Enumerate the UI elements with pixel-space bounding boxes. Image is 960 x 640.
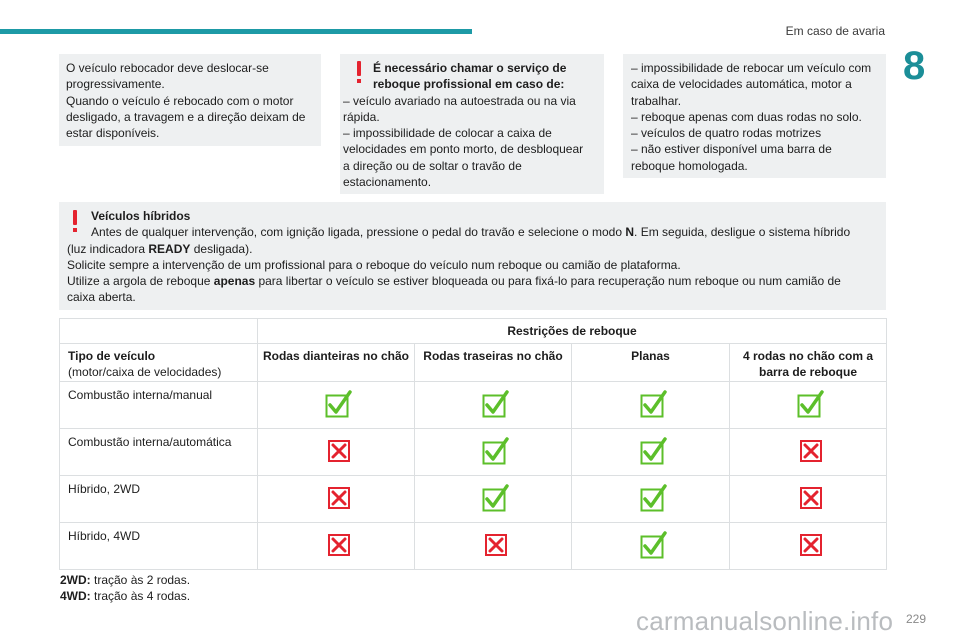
- text-line: desligado, a travagem e a direção deixam de: [66, 109, 306, 124]
- checkmark-icon: [640, 437, 668, 465]
- status-cell: [415, 429, 572, 476]
- column-header: Planas: [572, 344, 730, 382]
- text-line: – impossibilidade de rebocar um veículo com: [631, 61, 872, 75]
- status-cell: [572, 476, 730, 523]
- status-cell: [258, 429, 415, 476]
- status-cell: [415, 523, 572, 570]
- row-label: Combustão interna/automática: [60, 429, 258, 476]
- cross-icon: [797, 484, 825, 512]
- legend-line: 2WD: tração às 2 rodas.: [60, 573, 191, 587]
- checkmark-icon: [482, 437, 510, 465]
- column-header: Rodas dianteiras no chão: [258, 344, 415, 382]
- status-cell: [730, 476, 887, 523]
- checkmark-icon: [640, 484, 668, 512]
- cross-icon: [325, 437, 353, 465]
- cross-icon: [325, 484, 353, 512]
- header-accent-bar: [0, 29, 472, 34]
- checkmark-icon: [482, 484, 510, 512]
- column-header: 4 rodas no chão com a barra de reboque: [730, 344, 887, 382]
- checkmark-icon: [640, 531, 668, 559]
- table-row: [60, 476, 887, 523]
- status-cell: [572, 523, 730, 570]
- status-cell: [572, 382, 730, 429]
- status-cell: [258, 476, 415, 523]
- status-cell: [730, 382, 887, 429]
- text-line: caixa de velocidades automática, motor a: [631, 77, 852, 92]
- warning-title: Veículos híbridos: [91, 209, 191, 223]
- text-line: estar disponíveis.: [66, 126, 160, 141]
- text-line: caixa aberta.: [67, 290, 136, 305]
- status-cell: [730, 523, 887, 570]
- checkmark-icon: [797, 390, 825, 418]
- towing-restrictions-table: [59, 318, 887, 570]
- checkmark-icon: [640, 390, 668, 418]
- text-line: a direção ou de soltar o travão de: [343, 158, 522, 173]
- page-number: 229: [905, 612, 926, 626]
- text-line: progressivamente.: [66, 77, 165, 92]
- row-label: Híbrido, 4WD: [60, 523, 258, 570]
- table-corner-cell: [60, 319, 258, 344]
- status-cell: [415, 476, 572, 523]
- text-line: (luz indicadora READY desligada).: [67, 241, 253, 256]
- text-line: Solicite sempre a intervenção de um profissional para o reboque do veículo num reboque ou camião de plataforma.: [67, 257, 681, 272]
- text-line: rápida.: [343, 109, 380, 124]
- text-line: Utilize a argola de reboque apenas para libertar o veículo se estiver bloqueada ou para fixá-lo para recuperação num reboque ou num camião de: [67, 274, 841, 289]
- text-line: – impossibilidade de colocar a caixa de: [343, 126, 552, 141]
- text-line: – veículo avariado na autoestrada ou na via: [343, 93, 576, 108]
- row-label: Híbrido, 2WD: [60, 476, 258, 523]
- cross-icon: [482, 531, 510, 559]
- section-title: Em caso de avaria: [785, 24, 885, 38]
- table-group-header: Restrições de reboque: [258, 319, 887, 344]
- text-line: reboque homologada.: [631, 158, 748, 173]
- status-cell: [258, 382, 415, 429]
- checkmark-icon: [482, 390, 510, 418]
- info-box-towing-conditions: [623, 54, 886, 178]
- text-line: O veículo rebocador deve deslocar-se: [66, 61, 269, 75]
- table-row: [60, 429, 887, 476]
- warning-box-hybrid-vehicles: [59, 202, 886, 310]
- warning-title: É necessário chamar o serviço de: [373, 61, 567, 75]
- table-row: [60, 382, 887, 429]
- checkmark-icon: [325, 390, 353, 418]
- cross-icon: [797, 531, 825, 559]
- watermark: carmanualsonline.info: [636, 606, 894, 636]
- column-header: Rodas traseiras no chão: [415, 344, 572, 382]
- chapter-number: 8: [903, 44, 926, 88]
- status-cell: [415, 382, 572, 429]
- warning-title: reboque profissional em caso de:: [373, 77, 565, 92]
- status-cell: [572, 429, 730, 476]
- row-label: Combustão interna/manual: [60, 382, 258, 429]
- text-line: estacionamento.: [343, 175, 432, 190]
- text-line: trabalhar.: [631, 93, 682, 108]
- warning-box-professional-towing: [340, 54, 604, 194]
- legend-line: 4WD: tração às 4 rodas.: [60, 589, 191, 603]
- text-line: Antes de qualquer intervenção, com ignição ligada, pressione o pedal do travão e selecione o modo N. Em seguida, desligue o sistema híbrido: [91, 225, 851, 240]
- cross-icon: [325, 531, 353, 559]
- text-line: – veículos de quatro rodas motrizes: [631, 126, 822, 141]
- status-cell: [730, 429, 887, 476]
- abbreviation-legend: [60, 572, 190, 604]
- text-line: Quando o veículo é rebocado com o motor: [66, 93, 294, 108]
- text-line: – reboque apenas com duas rodas no solo.: [631, 109, 862, 124]
- text-line: velocidades em ponto morto, de desbloquear: [343, 142, 584, 157]
- info-box-towing-vehicle: [59, 54, 321, 146]
- column-header-vehicle-type: Tipo de veículo (motor/caixa de velocidades): [60, 344, 258, 382]
- cross-icon: [797, 437, 825, 465]
- status-cell: [258, 523, 415, 570]
- table-row: [60, 523, 887, 570]
- text-line: – não estiver disponível uma barra de: [631, 142, 832, 157]
